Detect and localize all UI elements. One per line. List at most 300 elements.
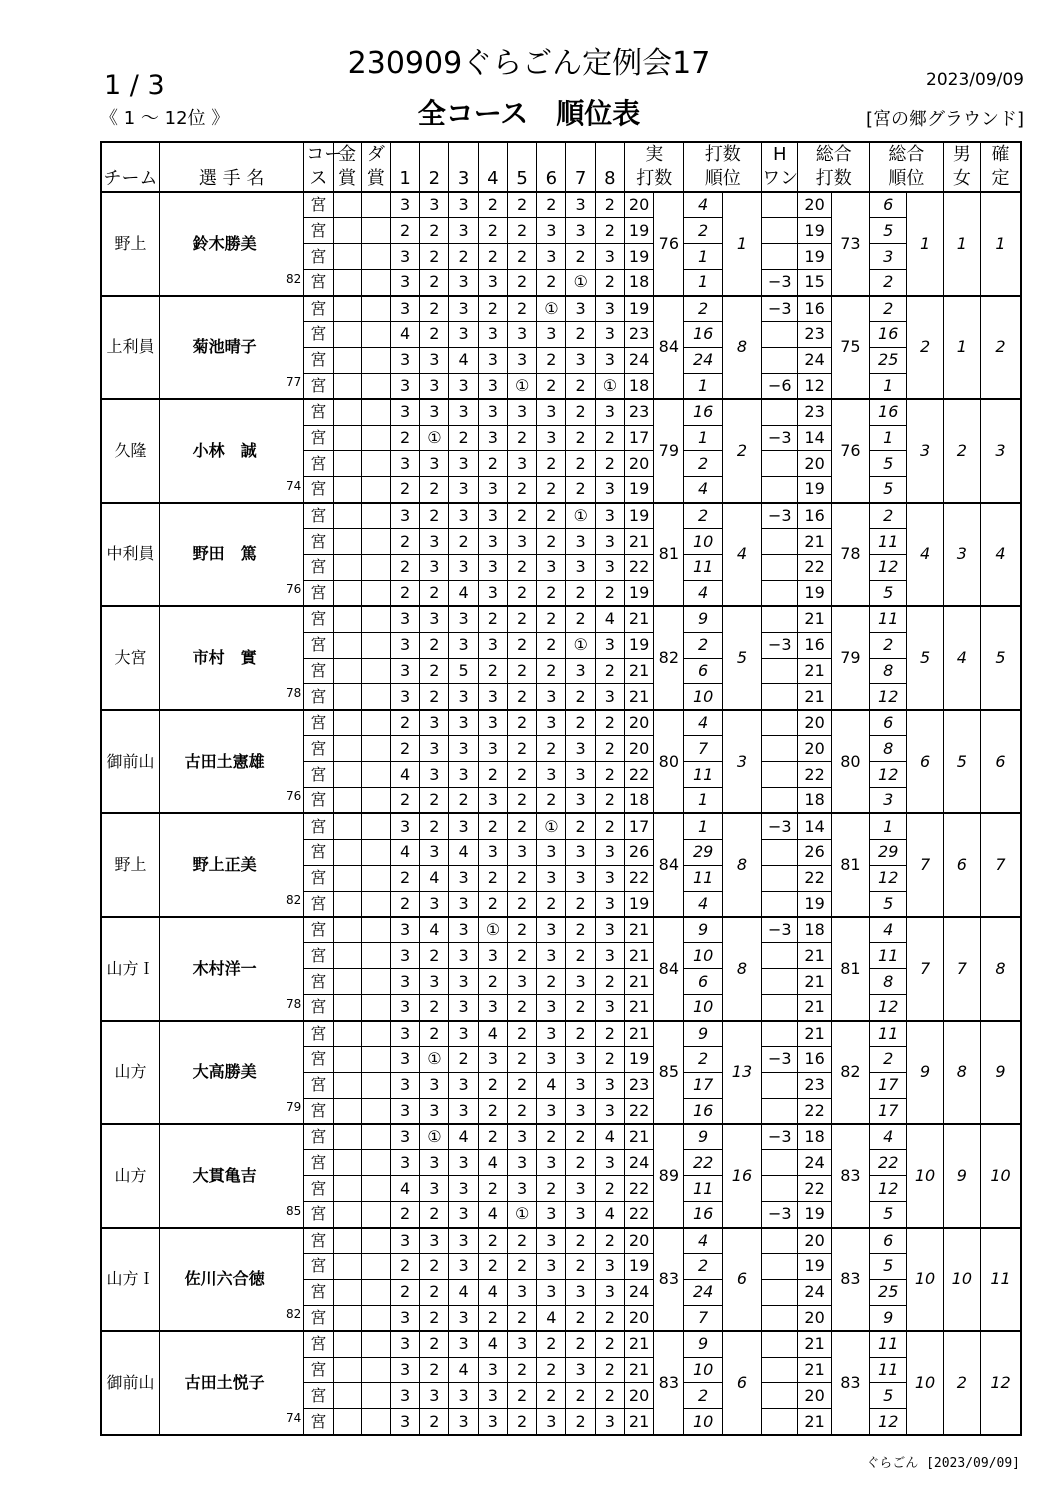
hole-score-cell: 3	[566, 1046, 595, 1072]
round-rank-cell: 4	[684, 477, 722, 503]
hole-in-one-cell	[762, 1254, 798, 1280]
da-prize-cell	[361, 684, 390, 710]
round-sum-cell: 19	[624, 1254, 653, 1280]
hole-score-cell: 2	[390, 218, 419, 244]
team-cell: 山方	[101, 1124, 160, 1228]
hole-score-cell: 3	[595, 632, 624, 658]
hole-score-cell: 3	[420, 554, 449, 580]
hole-score-cell: 3	[595, 891, 624, 917]
round-total-rank-cell: 12	[870, 684, 907, 710]
round-sum-cell: 19	[624, 632, 653, 658]
da-prize-cell	[361, 1383, 390, 1409]
round-sum-cell: 19	[624, 296, 653, 322]
course-cell: 宮	[304, 529, 333, 555]
header-hole-6: 6	[537, 142, 566, 192]
round-total-rank-cell: 3	[870, 244, 907, 270]
hole-score-cell: 5	[449, 658, 478, 684]
hole-score-cell: 2	[537, 658, 566, 684]
hole-score-cell: 3	[478, 1383, 507, 1409]
hole-score-cell: 3	[449, 1150, 478, 1176]
round-total-rank-cell: 2	[870, 632, 907, 658]
hole-score-cell: 2	[566, 1409, 595, 1435]
hole-score-cell: 2	[566, 891, 595, 917]
hole-score-cell: 3	[478, 425, 507, 451]
hole-score-cell: 3	[595, 917, 624, 943]
round-sum-cell: 22	[624, 1176, 653, 1202]
hole-score-cell: 3	[566, 762, 595, 788]
round-sum-cell: 26	[624, 839, 653, 865]
course-cell: 宮	[304, 554, 333, 580]
round-rank-cell: 9	[684, 606, 722, 632]
round-rank-cell: 11	[684, 554, 722, 580]
hole-score-cell: 3	[390, 1357, 419, 1383]
final-rank-cell: 4	[981, 503, 1022, 607]
hole-score-cell: 2	[478, 762, 507, 788]
round-total-cell: 20	[798, 710, 831, 736]
final-rank-cell: 2	[981, 296, 1022, 400]
hole-score-cell: 2	[566, 995, 595, 1021]
round-sum-cell: 23	[624, 321, 653, 347]
round-sum-cell: 21	[624, 1409, 653, 1435]
course-cell: 宮	[304, 969, 333, 995]
hole-score-cell: 2	[566, 425, 595, 451]
hole-score-cell: 2	[537, 1383, 566, 1409]
hole-score-cell: 2	[507, 813, 536, 839]
da-prize-cell	[361, 787, 390, 813]
sex-rank-cell: 6	[943, 813, 980, 917]
hole-score-cell: 2	[507, 244, 536, 270]
round-sum-cell: 23	[624, 399, 653, 425]
hole-in-one-cell	[762, 1409, 798, 1435]
hole-score-cell: 3	[449, 451, 478, 477]
hole-in-one-cell	[762, 684, 798, 710]
hole-score-cell: 3	[478, 503, 507, 529]
hole-in-one-cell	[762, 244, 798, 270]
hole-score-cell: 2	[566, 451, 595, 477]
hole-score-cell: 3	[478, 736, 507, 762]
hole-in-one-cell: −3	[762, 296, 798, 322]
hole-score-cell: 3	[449, 1331, 478, 1357]
final-rank-cell: 11	[981, 1228, 1022, 1332]
round-total-rank-cell: 25	[870, 347, 907, 373]
hole-score-cell: 3	[595, 1098, 624, 1124]
hole-score-cell: 2	[420, 1357, 449, 1383]
hole-score-cell: 4	[478, 1021, 507, 1047]
hole-score-cell: 2	[537, 529, 566, 555]
hole-score-cell: 3	[566, 839, 595, 865]
hole-score-cell: 3	[449, 503, 478, 529]
round-total-rank-cell: 11	[870, 943, 907, 969]
total-strokes-cell: 83	[831, 1124, 869, 1228]
total-strokes-cell: 81	[831, 917, 869, 1021]
hole-score-cell: 3	[420, 891, 449, 917]
hole-score-cell: 4	[390, 762, 419, 788]
hole-score-cell: 3	[507, 969, 536, 995]
hole-score-cell: 3	[390, 503, 419, 529]
gold-prize-cell	[333, 1098, 361, 1124]
hole-score-cell: 3	[390, 917, 419, 943]
total-rank-cell: 3	[907, 399, 943, 503]
header-da-top: ダ	[361, 142, 390, 167]
gold-prize-cell	[333, 1279, 361, 1305]
actual-strokes-cell: 79	[654, 399, 684, 503]
hole-score-cell: 2	[507, 684, 536, 710]
hole-score-cell: 2	[390, 891, 419, 917]
hole-score-cell: 2	[595, 1357, 624, 1383]
course-cell: 宮	[304, 1228, 333, 1254]
gold-prize-cell	[333, 1021, 361, 1047]
hole-score-cell: 2	[420, 1331, 449, 1357]
hole-score-cell: 2	[420, 1202, 449, 1228]
hole-score-cell: 2	[420, 321, 449, 347]
hole-score-cell: 3	[566, 1357, 595, 1383]
hole-score-cell: 2	[478, 1072, 507, 1098]
round-rank-cell: 11	[684, 865, 722, 891]
hole-score-cell: 3	[595, 296, 624, 322]
round-rank-cell: 2	[684, 1383, 722, 1409]
actual-strokes-cell: 76	[654, 192, 684, 296]
hole-score-cell: 3	[537, 917, 566, 943]
hole-score-cell: 2	[595, 192, 624, 218]
hole-score-cell: 3	[566, 296, 595, 322]
da-prize-cell	[361, 296, 390, 322]
round-total-rank-cell: 12	[870, 554, 907, 580]
da-prize-cell	[361, 1305, 390, 1331]
hole-score-cell: 3	[420, 1150, 449, 1176]
round-total-cell: 19	[798, 218, 831, 244]
hole-score-cell: 3	[507, 451, 536, 477]
hole-score-cell: 3	[566, 347, 595, 373]
hole-score-cell: 2	[478, 1124, 507, 1150]
total-strokes-cell: 80	[831, 710, 869, 814]
hole-in-one-cell	[762, 1305, 798, 1331]
player-name: 野上正美	[192, 855, 257, 875]
hole-score-cell: 2	[566, 477, 595, 503]
hole-score-cell: 3	[507, 1150, 536, 1176]
round-sum-cell: 20	[624, 736, 653, 762]
hole-score-cell: 3	[537, 1228, 566, 1254]
gold-prize-cell	[333, 503, 361, 529]
da-prize-cell	[361, 917, 390, 943]
total-rank-cell: 7	[907, 813, 943, 917]
hole-score-cell: 4	[420, 865, 449, 891]
hole-score-cell: 3	[420, 451, 449, 477]
hole-score-cell: 2	[537, 192, 566, 218]
hole-score-cell: 3	[420, 1228, 449, 1254]
gold-prize-cell	[333, 296, 361, 322]
hole-score-cell: 3	[595, 684, 624, 710]
player-name-cell	[160, 1021, 304, 1125]
hole-score-cell: 3	[566, 787, 595, 813]
round-total-rank-cell: 4	[870, 917, 907, 943]
round-sum-cell: 21	[624, 1124, 653, 1150]
hole-score-cell: 2	[390, 529, 419, 555]
gold-prize-cell	[333, 1331, 361, 1357]
hole-score-cell: 3	[449, 1409, 478, 1435]
gold-prize-cell	[333, 554, 361, 580]
hole-score-cell: 2	[595, 425, 624, 451]
round-total-rank-cell: 12	[870, 995, 907, 1021]
hole-score-cell: 4	[595, 1124, 624, 1150]
hole-score-cell: 2	[420, 632, 449, 658]
round-total-cell: 21	[798, 606, 831, 632]
hole-in-one-cell: −6	[762, 373, 798, 399]
round-total-rank-cell: 29	[870, 839, 907, 865]
final-rank-cell: 1	[981, 192, 1022, 296]
da-prize-cell	[361, 347, 390, 373]
hole-score-cell: 3	[537, 1279, 566, 1305]
round-rank-cell: 10	[684, 1409, 722, 1435]
hole-score-cell: 2	[595, 787, 624, 813]
gold-prize-cell	[333, 943, 361, 969]
da-prize-cell	[361, 554, 390, 580]
hole-score-cell: 3	[537, 218, 566, 244]
hole-score-cell: 2	[507, 477, 536, 503]
header-hole-3: 3	[449, 142, 478, 192]
hole-score-cell: 3	[449, 1072, 478, 1098]
hole-score-cell: 3	[390, 1124, 419, 1150]
player-name: 古田土憲雄	[184, 751, 265, 771]
team-cell: 御前山	[101, 1331, 160, 1435]
hole-score-cell: 3	[595, 1254, 624, 1280]
hole-in-one-cell	[762, 321, 798, 347]
round-sum-cell: 24	[624, 1150, 653, 1176]
hole-score-cell: 3	[420, 839, 449, 865]
player-age: 78	[285, 685, 302, 700]
da-prize-cell	[361, 969, 390, 995]
hole-score-cell: 2	[420, 1305, 449, 1331]
da-prize-cell	[361, 1072, 390, 1098]
da-prize-cell	[361, 244, 390, 270]
hole-score-cell: 2	[537, 736, 566, 762]
hole-score-cell: 2	[507, 1305, 536, 1331]
round-sum-cell: 19	[624, 1046, 653, 1072]
hole-score-cell: 3	[420, 399, 449, 425]
round-rank-cell: 4	[684, 710, 722, 736]
course-cell: 宮	[304, 865, 333, 891]
hole-score-cell: 3	[449, 399, 478, 425]
course-cell: 宮	[304, 477, 333, 503]
hole-score-cell: 3	[449, 710, 478, 736]
hole-score-cell: 2	[507, 632, 536, 658]
round-sum-cell: 21	[624, 529, 653, 555]
da-prize-cell	[361, 192, 390, 218]
round-rank-cell: 24	[684, 347, 722, 373]
round-rank-cell: 11	[684, 1176, 722, 1202]
gold-prize-cell	[333, 399, 361, 425]
gold-prize-cell	[333, 1202, 361, 1228]
round-total-cell: 16	[798, 296, 831, 322]
hole-score-cell: 2	[507, 1098, 536, 1124]
round-total-cell: 21	[798, 943, 831, 969]
course-cell: 宮	[304, 218, 333, 244]
hole-score-cell: 3	[595, 1279, 624, 1305]
header-course-bottom: ス	[304, 167, 333, 192]
course-cell: 宮	[304, 1176, 333, 1202]
hole-score-cell: 3	[478, 839, 507, 865]
hole-score-cell: 2	[390, 1202, 419, 1228]
gold-prize-cell	[333, 580, 361, 606]
round-total-rank-cell: 11	[870, 1357, 907, 1383]
hole-score-cell: 3	[537, 554, 566, 580]
hole-score-cell: 2	[595, 762, 624, 788]
round-total-cell: 23	[798, 321, 831, 347]
round-total-rank-cell: 5	[870, 477, 907, 503]
round-total-cell: 20	[798, 451, 831, 477]
hole-score-cell: 2	[595, 736, 624, 762]
round-rank-cell: 2	[684, 632, 722, 658]
hole-score-cell: 2	[478, 192, 507, 218]
hole-score-cell: 2	[420, 1279, 449, 1305]
venue: [宮の郷グラウンド]	[865, 109, 1024, 130]
header-final-top: 確	[981, 142, 1022, 167]
hole-score-cell: 4	[537, 1072, 566, 1098]
sex-rank-cell: 2	[943, 399, 980, 503]
round-sum-cell: 19	[624, 503, 653, 529]
hole-score-cell: 3	[595, 529, 624, 555]
hole-score-cell: 3	[478, 1046, 507, 1072]
round-total-rank-cell: 4	[870, 1124, 907, 1150]
course-cell: 宮	[304, 1150, 333, 1176]
hole-score-cell: 2	[507, 1357, 536, 1383]
hole-score-cell: 3	[566, 1279, 595, 1305]
hole-score-cell: 2	[537, 969, 566, 995]
hole-in-one-cell	[762, 347, 798, 373]
hole-score-cell: 2	[566, 606, 595, 632]
actual-strokes-cell: 85	[654, 1021, 684, 1125]
hole-score-cell: 4	[449, 839, 478, 865]
hole-score-cell: 2	[390, 425, 419, 451]
hole-score-cell: 3	[478, 580, 507, 606]
hole-score-cell: 2	[390, 787, 419, 813]
round-total-cell: 14	[798, 425, 831, 451]
hole-in-one-cell	[762, 1228, 798, 1254]
hole-score-cell: 3	[595, 839, 624, 865]
da-prize-cell	[361, 632, 390, 658]
round-total-cell: 19	[798, 477, 831, 503]
hole-score-cell: 2	[449, 529, 478, 555]
round-total-rank-cell: 12	[870, 762, 907, 788]
da-prize-cell	[361, 839, 390, 865]
hole-score-cell: ①	[566, 270, 595, 296]
hole-in-one-cell	[762, 606, 798, 632]
gold-prize-cell	[333, 373, 361, 399]
hole-score-cell: 3	[420, 347, 449, 373]
course-cell: 宮	[304, 399, 333, 425]
hole-score-cell: 3	[478, 321, 507, 347]
hole-score-cell: 2	[478, 218, 507, 244]
hole-score-cell: 3	[390, 192, 419, 218]
hole-score-cell: 2	[566, 1228, 595, 1254]
hole-score-cell: 3	[449, 218, 478, 244]
hole-score-cell: 3	[390, 451, 419, 477]
round-total-rank-cell: 6	[870, 1228, 907, 1254]
gold-prize-cell	[333, 321, 361, 347]
hole-score-cell: 4	[595, 606, 624, 632]
hole-score-cell: 3	[478, 477, 507, 503]
da-prize-cell	[361, 399, 390, 425]
course-cell: 宮	[304, 1046, 333, 1072]
actual-strokes-cell: 81	[654, 503, 684, 607]
hole-score-cell: 2	[478, 865, 507, 891]
round-rank-cell: 10	[684, 529, 722, 555]
round-total-cell: 21	[798, 529, 831, 555]
hole-score-cell: 3	[420, 1098, 449, 1124]
gold-prize-cell	[333, 995, 361, 1021]
sex-rank-cell: 5	[943, 710, 980, 814]
hole-score-cell: 3	[449, 1176, 478, 1202]
round-total-cell: 26	[798, 839, 831, 865]
hole-score-cell: 3	[449, 1228, 478, 1254]
da-prize-cell	[361, 1021, 390, 1047]
total-strokes-cell: 83	[831, 1331, 869, 1435]
hole-score-cell: 3	[449, 192, 478, 218]
da-prize-cell	[361, 658, 390, 684]
round-total-rank-cell: 11	[870, 1021, 907, 1047]
gold-prize-cell	[333, 270, 361, 296]
hole-in-one-cell	[762, 736, 798, 762]
total-strokes-cell: 78	[831, 503, 869, 607]
hole-score-cell: 3	[507, 1176, 536, 1202]
hole-score-cell: 4	[478, 1279, 507, 1305]
gold-prize-cell	[333, 425, 361, 451]
hole-score-cell: 3	[449, 321, 478, 347]
gold-prize-cell	[333, 1357, 361, 1383]
hole-score-cell: 3	[449, 813, 478, 839]
hole-score-cell: 3	[507, 839, 536, 865]
round-sum-cell: 18	[624, 373, 653, 399]
header-h-top: H	[762, 142, 798, 167]
round-rank-cell: 1	[684, 787, 722, 813]
player-round-row	[101, 296, 1021, 322]
round-total-rank-cell: 12	[870, 1409, 907, 1435]
hole-score-cell: 3	[390, 244, 419, 270]
gold-prize-cell	[333, 891, 361, 917]
player-age: 76	[285, 789, 302, 804]
hole-score-cell: 3	[390, 1046, 419, 1072]
round-sum-cell: 21	[624, 1331, 653, 1357]
round-rank-cell: 24	[684, 1279, 722, 1305]
round-sum-cell: 17	[624, 813, 653, 839]
course-cell: 宮	[304, 1305, 333, 1331]
player-name: 大高勝美	[192, 1062, 257, 1082]
da-prize-cell	[361, 891, 390, 917]
hole-score-cell: 3	[537, 1046, 566, 1072]
hole-score-cell: 2	[537, 373, 566, 399]
hole-score-cell: 2	[595, 813, 624, 839]
hole-score-cell: 3	[566, 554, 595, 580]
hole-score-cell: 3	[507, 321, 536, 347]
round-rank-cell: 4	[684, 580, 722, 606]
hole-score-cell: 4	[595, 1202, 624, 1228]
hole-score-cell: 3	[507, 1331, 536, 1357]
hole-score-cell: 2	[595, 969, 624, 995]
hole-score-cell: 3	[420, 1072, 449, 1098]
hole-score-cell: 2	[507, 943, 536, 969]
hole-score-cell: 2	[420, 787, 449, 813]
round-rank-cell: 1	[684, 813, 722, 839]
da-prize-cell	[361, 1331, 390, 1357]
hole-score-cell: 4	[449, 347, 478, 373]
gold-prize-cell	[333, 762, 361, 788]
hole-score-cell: 3	[595, 1150, 624, 1176]
round-rank-cell: 17	[684, 1072, 722, 1098]
hole-in-one-cell	[762, 477, 798, 503]
round-total-rank-cell: 8	[870, 658, 907, 684]
hole-in-one-cell	[762, 891, 798, 917]
hole-in-one-cell	[762, 658, 798, 684]
hole-score-cell: 4	[449, 1124, 478, 1150]
